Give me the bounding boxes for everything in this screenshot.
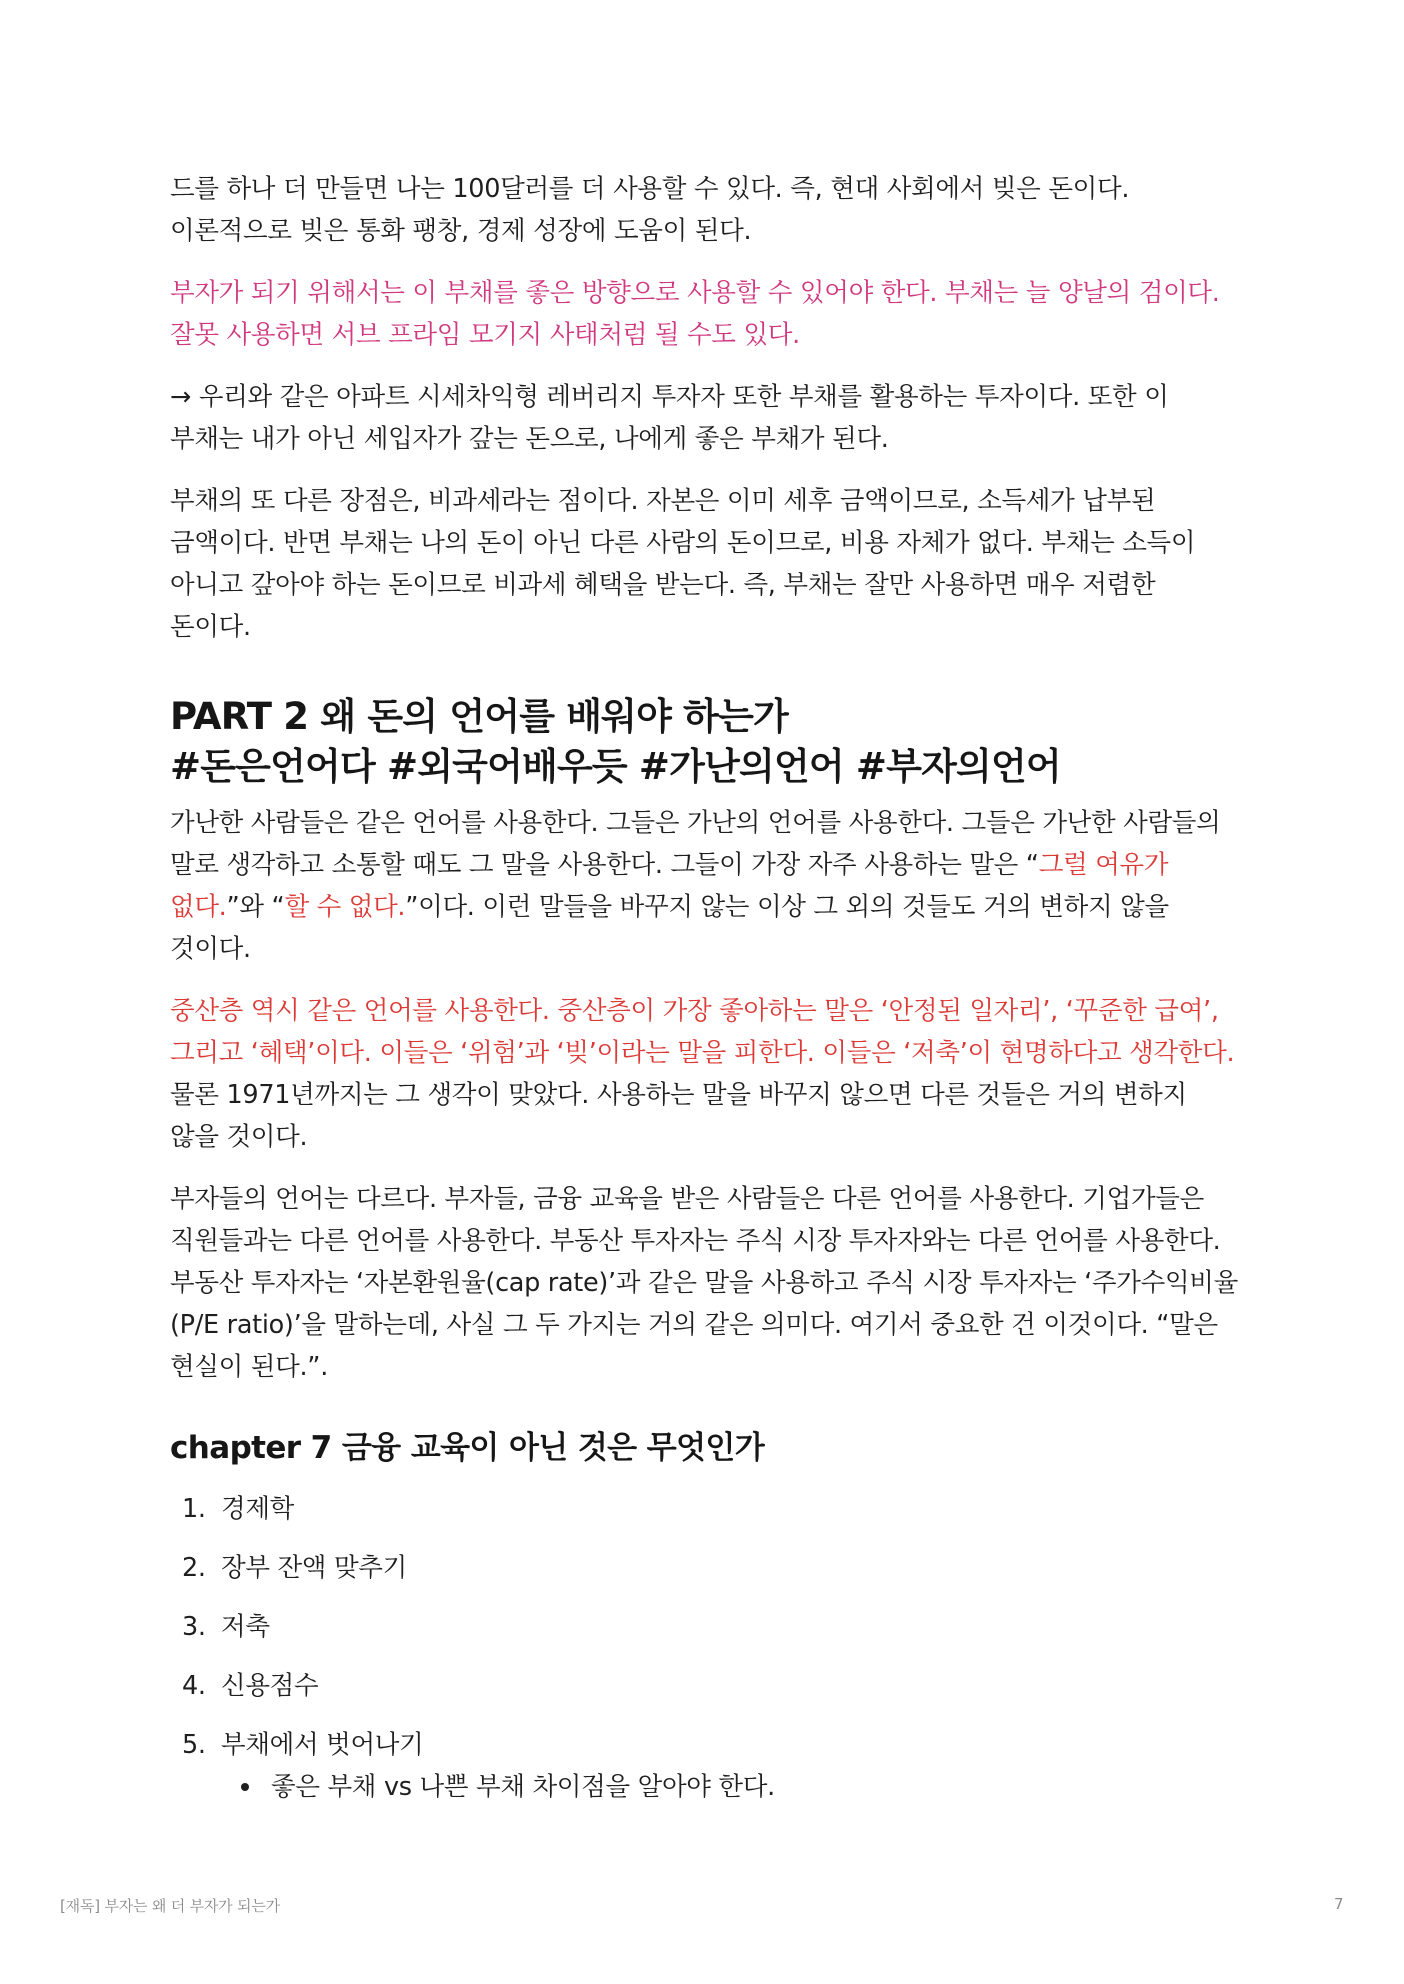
part2-title: PART 2 왜 돈의 언어를 배워야 하는가 (170, 695, 788, 738)
highlight-cant-do: 할 수 없다. (284, 892, 406, 922)
numbered-list (170, 1488, 1240, 1808)
chapter7-heading: chapter 7 금융 교육이 아닌 것은 무엇인가 (170, 1430, 765, 1466)
list-number: 2. (182, 1553, 206, 1583)
bullet-item-text: 좋은 부채 vs 나쁜 부채 차이점을 알아야 한다. (271, 1772, 775, 1802)
footer-document-title: [재독] 부자는 왜 더 부자가 되는가 (60, 1897, 280, 1915)
paragraph-leverage-note: → 우리와 같은 아파트 시세차익형 레버리지 투자자 또한 부채를 활용하는 투자이다. 또한 이 부채는 내가 아닌 세입자가 갚는 돈으로, 나에게 좋은 부채가 된다. (170, 382, 1169, 454)
paragraph-rich-language: 부자들의 언어는 다르다. 부자들, 금융 교육을 받은 사람들은 다른 언어를 사용한다. 기업가들은 직원들과는 다른 언어를 사용한다. 부동산 투자자는 주식 시장 투자자와는 다른 언어를 사용한다. 부동산 투자자는 ‘자본환원율(cap rate)’과 같은 말을 사용하고 주식 시장 투자자는 ‘주가수익비율(P/E ratio)’을 말하는데, 사실 그 두 가지는 거의 같은 의미다. 여기서 중요한 건 이것이다. “말은 현실이 된다.”. (170, 1184, 1238, 1382)
list-item (170, 1547, 1240, 1589)
list-item-text: 신용점수 (221, 1671, 319, 1701)
paragraph-good-debt-highlight: 부자가 되기 위해서는 이 부채를 좋은 방향으로 사용할 수 있어야 한다. 부채는 늘 양날의 검이다. 잘못 사용하면 서브 프라임 모기지 사태처럼 될 수도 있다. (170, 278, 1220, 350)
text-run: 물론 1971년까지는 그 생각이 맞았다. 사용하는 말을 바꾸지 않으면 다른 것들은 거의 변하지 않을 것이다. (170, 1080, 1187, 1152)
list-number: 3. (182, 1612, 206, 1642)
text-run: 가난한 사람들은 같은 언어를 사용한다. 그들은 가난의 언어를 사용한다. 그들은 가난한 사람들의 말로 생각하고 소통할 때도 그 말을 사용한다. 그들이 가장 자주 사용하는 말은 “ (170, 808, 1221, 880)
footer-page-number: 7 (1334, 1895, 1344, 1913)
list-number: 5. (182, 1730, 206, 1760)
paragraph-middle-class-language (170, 990, 1240, 1158)
part2-heading (170, 692, 1240, 792)
list-item-text: 부채에서 벗어나기 (221, 1730, 424, 1760)
text-run: ”와 “ (226, 892, 285, 922)
list-item (170, 1606, 1240, 1648)
bullet-icon (241, 1783, 249, 1791)
bullet-item (170, 1766, 1240, 1808)
list-number: 1. (182, 1494, 206, 1524)
list-item (170, 1724, 1240, 1808)
bullet-sublist (221, 1766, 1240, 1808)
paragraph-tax-free-debt: 부채의 또 다른 장점은, 비과세라는 점이다. 자본은 이미 세후 금액이므로, 소득세가 납부된 금액이다. 반면 부채는 나의 돈이 아닌 다른 사람의 돈이므로, 비용 자체가 없다. 부채는 소득이 아니고 갚아야 하는 돈이므로 비과세 혜택을 받는다. 즉, 부채는 잘만 사용하면 매우 저렴한 돈이다. (170, 486, 1196, 642)
list-item-text: 저축 (221, 1612, 270, 1642)
list-number: 4. (182, 1671, 206, 1701)
list-item (170, 1665, 1240, 1707)
document-body (170, 168, 1240, 1825)
paragraph-debt-money: 드를 하나 더 만들면 나는 100달러를 더 사용할 수 있다. 즉, 현대 사회에서 빚은 돈이다. 이론적으로 빚은 통화 팽창, 경제 성장에 도움이 된다. (170, 174, 1130, 246)
text-run: ”이다. 이런 말들을 바꾸지 않는 이상 그 외의 것들도 거의 변하지 않을 것이다. (170, 892, 1169, 964)
highlight-cant-afford: 그럴 여유가 없다. (170, 850, 1169, 922)
highlight-middle-class: 중산층 역시 같은 언어를 사용한다. 중산층이 가장 좋아하는 말은 ‘안정된 일자리’, ‘꾸준한 급여’, 그리고 ‘혜택’이다. 이들은 ‘위험’과 ‘빚’이라는 말을 피한다. 이들은 ‘저축’이 현명하다고 생각한다. (170, 996, 1235, 1068)
list-item (170, 1488, 1240, 1530)
paragraph-poor-language (170, 802, 1240, 970)
list-item-text: 경제학 (221, 1494, 294, 1524)
list-item-text: 장부 잔액 맞추기 (221, 1553, 407, 1583)
part2-hashtags: #돈은언어다 #외국어배우듯 #가난의언어 #부자의언어 (170, 745, 1061, 788)
